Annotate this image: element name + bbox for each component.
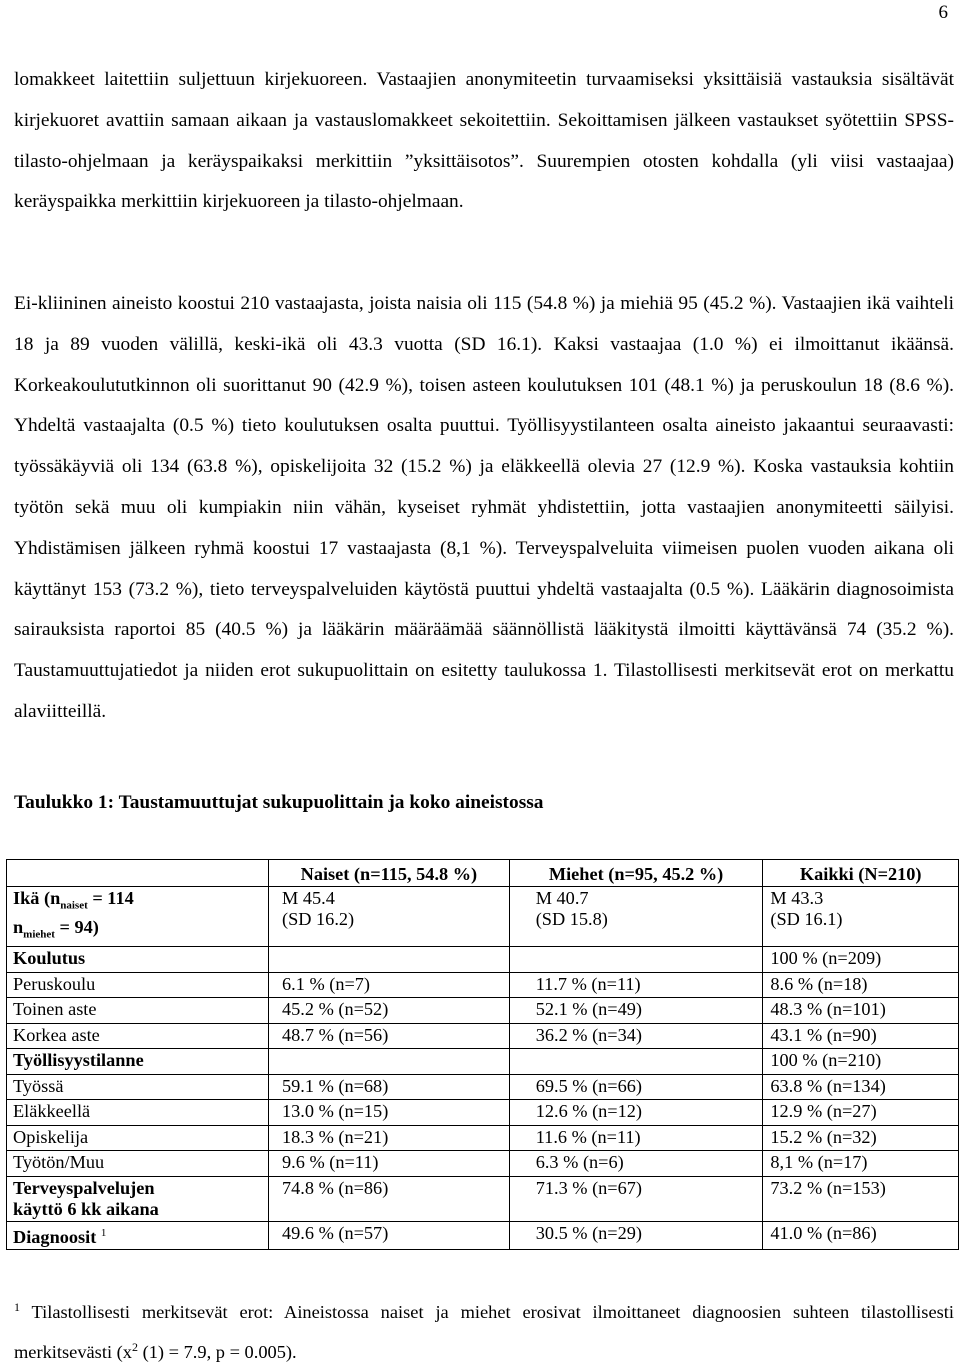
- cell-kaikki: 100 % (n=210): [763, 1049, 959, 1075]
- cell-naiset: 59.1 % (n=68): [269, 1074, 510, 1100]
- row-label: Toinen aste: [7, 998, 269, 1024]
- footnote-superscript: 2: [131, 1340, 138, 1354]
- cell-naiset: 48.7 % (n=56): [269, 1023, 510, 1049]
- age-label-b: n: [13, 916, 24, 937]
- cell-kaikki: 12.9 % (n=27): [763, 1100, 959, 1126]
- footnote-number: 1: [14, 1300, 20, 1314]
- row-label: Korkea aste: [7, 1023, 269, 1049]
- cell-naiset: 45.2 % (n=52): [269, 998, 510, 1024]
- age-kaikki-mean: M 43.3: [770, 888, 824, 908]
- cell-naiset: 74.8 % (n=86): [269, 1176, 510, 1221]
- demographics-table: [6, 859, 959, 1250]
- age-naiset-sd: (SD 16.2): [282, 909, 355, 929]
- table-row-peruskoulu: [7, 972, 959, 998]
- footnote: [14, 1292, 954, 1372]
- cell-kaikki: 8,1 % (n=17): [763, 1151, 959, 1177]
- age-label-a: Ikä (n: [13, 888, 61, 908]
- row-label: Työtön/Muu: [7, 1151, 269, 1177]
- cell-miehet: 30.5 % (n=29): [509, 1221, 763, 1249]
- footnote-marker: 1: [100, 1226, 107, 1239]
- age-miehet-mean: M 40.7: [535, 888, 589, 908]
- cell-naiset: 13.0 % (n=15): [269, 1100, 510, 1126]
- cell-naiset: 9.6 % (n=11): [269, 1151, 510, 1177]
- table-row-opiskelija: [7, 1125, 959, 1151]
- row-label: Työllisyystilanne: [7, 1049, 269, 1075]
- cell-kaikki: 41.0 % (n=86): [763, 1221, 959, 1249]
- cell-naiset: 49.6 % (n=57): [269, 1221, 510, 1249]
- age-label-a-sub: naiset: [60, 899, 88, 912]
- cell-kaikki: 63.8 % (n=134): [763, 1074, 959, 1100]
- table-title: Taulukko 1: Taustamuuttujat sukupuolittain ja koko aineistossa: [14, 792, 544, 813]
- row-label: Työssä: [7, 1074, 269, 1100]
- age-naiset-cell: [269, 887, 510, 947]
- footnote-text-b: (1) = 7.9, p = 0.005).: [137, 1342, 297, 1362]
- cell-kaikki: 100 % (n=209): [763, 947, 959, 973]
- row-label: Diagnoosit: [13, 1226, 97, 1247]
- cell-miehet: 6.3 % (n=6): [509, 1151, 763, 1177]
- age-label-b-sub: miehet: [23, 928, 55, 941]
- header-cell-naiset: Naiset (n=115, 54.8 %): [269, 860, 510, 887]
- page-number: 6: [938, 2, 948, 23]
- cell-naiset: [269, 947, 510, 973]
- header-cell-kaikki: Kaikki (N=210): [763, 860, 959, 887]
- table-row-age: [7, 887, 959, 947]
- age-kaikki-cell: [763, 887, 959, 947]
- body-paragraph-2: Ei-kliininen aineisto koostui 210 vastaajasta, joista naisia oli 115 (54.8 %) ja miehiä 95 (45.2 %). Vastaajien ikä vaihteli 18 ja 89 vuoden välillä, keski-ikä oli 43.3 vuotta (SD 16.1). Kaksi vastaajaa (1.0 %) ei ilmoittanut ikäänsä. Korkeakoulututkinnon oli suorittanut 90 (42.9 %), toisen asteen koulutuksen 101 (48.1 %) ja peruskoulun 18 (8.6 %). Yhdeltä vastaajalta (0.5 %) tieto koulutuksen osalta puuttui. Työllisyystilanteen osalta aineisto jakaantui seuraavasti: työssäkäyviä oli 134 (63.8 %), opiskelijoita 32 (15.2 %) ja eläkkeellä olevia 27 (12.9 %). Koska vastauksia kohtiin työtön sekä muu oli kumpiakin niin vähän, kyseiset ryhmät yhdistettiin, jotta vastaajien anonymiteetti säilyisi. Yhdistämisen jälkeen ryhmä koostui 17 vastaajasta (8,1 %). Terveyspalveluita viimeisen puolen vuoden aikana oli käyttänyt 153 (73.2 %), tieto terveyspalveluiden käytöstä puuttui yhdeltä vastaajalta (0.5 %). Lääkärin diagnosoimista sairauksista raportoi 85 (40.5 %) ja lääkärin määräämää säännöllistä lääkitystä ilmoitti käyttävänsä 74 (35.2 %). Taustamuuttujatiedot ja niiden erot sukupuolittain on esitetty taulukossa 1. Tilastollisesti merkitsevät erot on merkattu alaviitteillä.: [14, 293, 954, 722]
- cell-miehet: 36.2 % (n=34): [509, 1023, 763, 1049]
- header-cell-miehet: Miehet (n=95, 45.2 %): [509, 860, 763, 887]
- cell-miehet: [509, 947, 763, 973]
- row-label-terveyspalvelut: [7, 1176, 269, 1221]
- table-row-tyollisyystilanne: [7, 1049, 959, 1075]
- cell-kaikki: 73.2 % (n=153): [763, 1176, 959, 1221]
- cell-kaikki: 43.1 % (n=90): [763, 1023, 959, 1049]
- row-label: Koulutus: [7, 947, 269, 973]
- table-row-korkea-aste: [7, 1023, 959, 1049]
- cell-miehet: 69.5 % (n=66): [509, 1074, 763, 1100]
- age-kaikki-sd: (SD 16.1): [770, 909, 843, 929]
- cell-naiset: 6.1 % (n=7): [269, 972, 510, 998]
- table-row-koulutus: [7, 947, 959, 973]
- cell-miehet: 12.6 % (n=12): [509, 1100, 763, 1126]
- age-miehet-sd: (SD 15.8): [535, 909, 608, 929]
- cell-miehet: 52.1 % (n=49): [509, 998, 763, 1024]
- cell-miehet: 71.3 % (n=67): [509, 1176, 763, 1221]
- table-row-diagnoosit: [7, 1221, 959, 1249]
- cell-miehet: 11.7 % (n=11): [509, 972, 763, 998]
- row-label-line2: käyttö 6 kk aikana: [13, 1198, 159, 1219]
- age-label-b-rest: = 94): [54, 916, 99, 937]
- table-row-elakkeella: [7, 1100, 959, 1126]
- footnote-text-a: Tilastollisesti merkitsevät erot: Aineistossa naiset ja miehet erosivat ilmoittaneet diagnoosien suhteen tilastollisesti merkitsevästi (x: [14, 1302, 954, 1362]
- table-row-tyossa: [7, 1074, 959, 1100]
- table-row-tyoton-muu: [7, 1151, 959, 1177]
- row-label-line1: Terveyspalvelujen: [13, 1177, 155, 1198]
- age-naiset-mean: M 45.4: [282, 888, 335, 908]
- cell-miehet: 11.6 % (n=11): [509, 1125, 763, 1151]
- cell-kaikki: 15.2 % (n=32): [763, 1125, 959, 1151]
- cell-naiset: 18.3 % (n=21): [269, 1125, 510, 1151]
- row-label-age: [7, 887, 269, 947]
- cell-kaikki: 8.6 % (n=18): [763, 972, 959, 998]
- age-label-a-rest: = 114: [87, 888, 134, 908]
- row-label: Eläkkeellä: [7, 1100, 269, 1126]
- row-label-diagnoosit: [7, 1221, 269, 1249]
- row-label: Peruskoulu: [7, 972, 269, 998]
- table-row-terveyspalvelut: [7, 1176, 959, 1221]
- table-row-toinen-aste: [7, 998, 959, 1024]
- table-header-row: [7, 860, 959, 887]
- header-cell-empty: [7, 860, 269, 887]
- row-label: Opiskelija: [7, 1125, 269, 1151]
- cell-naiset: [269, 1049, 510, 1075]
- cell-kaikki: 48.3 % (n=101): [763, 998, 959, 1024]
- cell-miehet: [509, 1049, 763, 1075]
- body-paragraph-1: lomakkeet laitettiin suljettuun kirjekuoreen. Vastaajien anonymiteetin turvaamiseksi yksittäisiä vastauksia sisältävät kirjekuoret avattiin samaan aikaan ja vastauslomakkeet sekoitettiin. Sekoittamisen jälkeen vastaukset syötettiin SPSS-tilasto-ohjelmaan ja keräyspaikaksi merkittiin ”yksittäisotos”. Suurempien otosten kohdalla (yli viisi vastaajaa) keräyspaikka merkittiin kirjekuoreen ja tilasto-ohjelmaan.: [14, 69, 954, 213]
- age-miehet-cell: [509, 887, 763, 947]
